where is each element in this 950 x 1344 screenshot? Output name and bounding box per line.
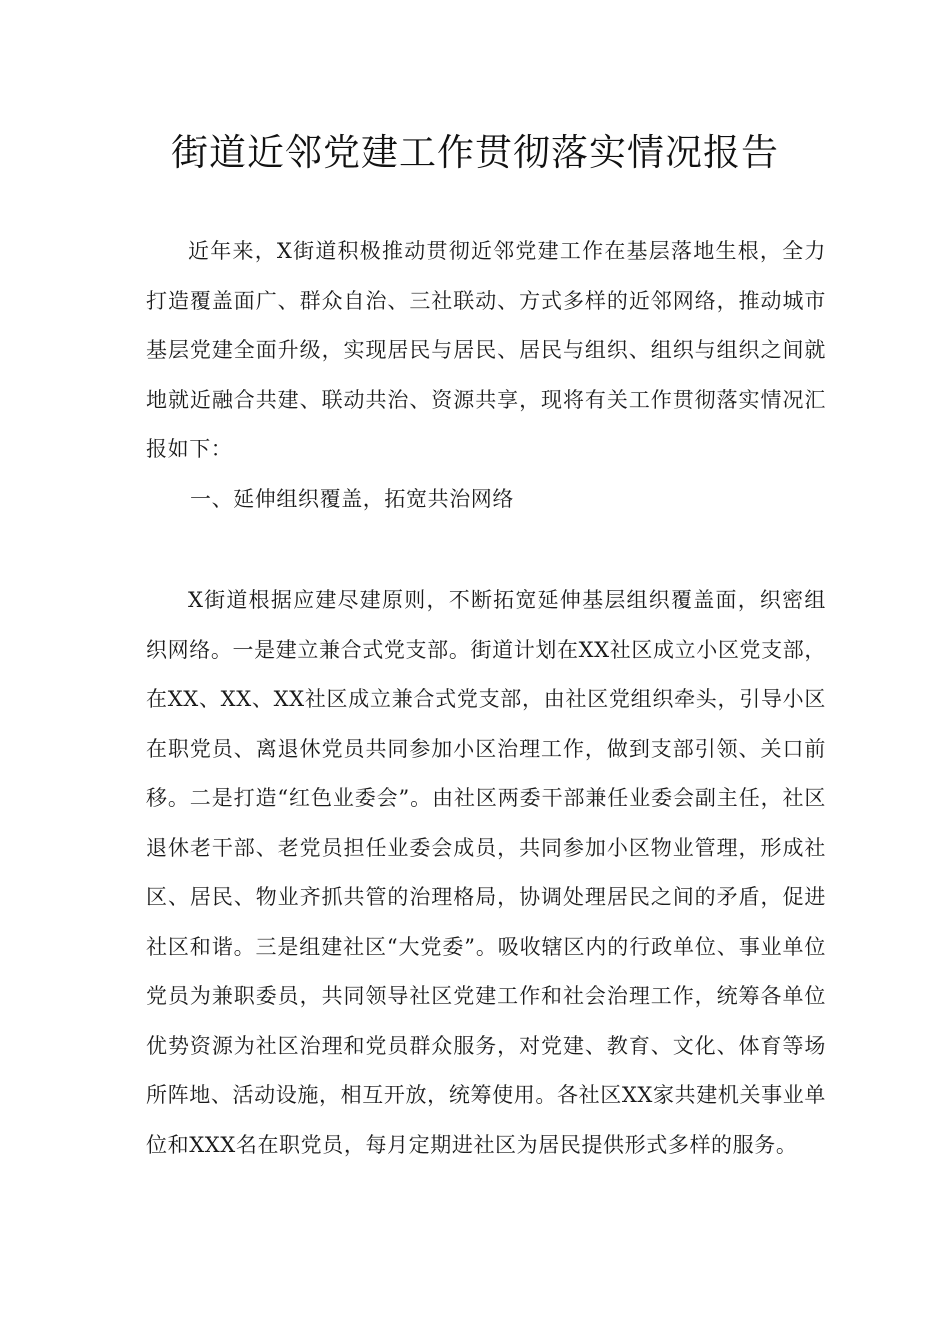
section-heading-1: 一、延伸组织覆盖，拓宽共治网络 (190, 487, 514, 511)
intro-paragraph: 近年来，X街道积极推动贯彻近邻党建工作在基层落地生根，全力打造覆盖面广、群众自治、三社联动、方式多样的近邻网络，推动城市基层党建全面升级，实现居民与居民、居民与组织、组织与组织之间就地就近融合共建、联动共治、资源共享，现将有关工作贯彻落实情况汇报如下： (146, 239, 826, 461)
document-title: 街道近邻党建工作贯彻落实情况报告 (171, 131, 779, 174)
section-1-paragraph: X街道根据应建尽建原则，不断拓宽延伸基层组织覆盖面，织密组织网络。一是建立兼合式党支部。街道计划在XX社区成立小区党支部，在XX、XX、XX社区成立兼合式党支部，由社区党组织牵头，引导小区在职党员、离退休党员共同参加小区治理工作，做到支部引领、关口前移。二是打造“红色业委会”。由社区两委干部兼任业委会副主任，社区退休老干部、老党员担任业委会成员，共同参加小区物业管理，形成社区、居民、物业齐抓共管的治理格局，协调处理居民之间的矛盾，促进社区和谐。三是组建社区“大党委”。吸收辖区内的行政单位、事业单位党员为兼职委员，共同领导社区党建工作和社会治理工作，统筹各单位优势资源为社区治理和党员群众服务，对党建、教育、文化、体育等场所阵地、活动设施，相互开放，统筹使用。各社区XX家共建机关事业单位和XXX名在职党员，每月定期进社区为居民提供形式多样的服务。 (146, 588, 826, 1157)
